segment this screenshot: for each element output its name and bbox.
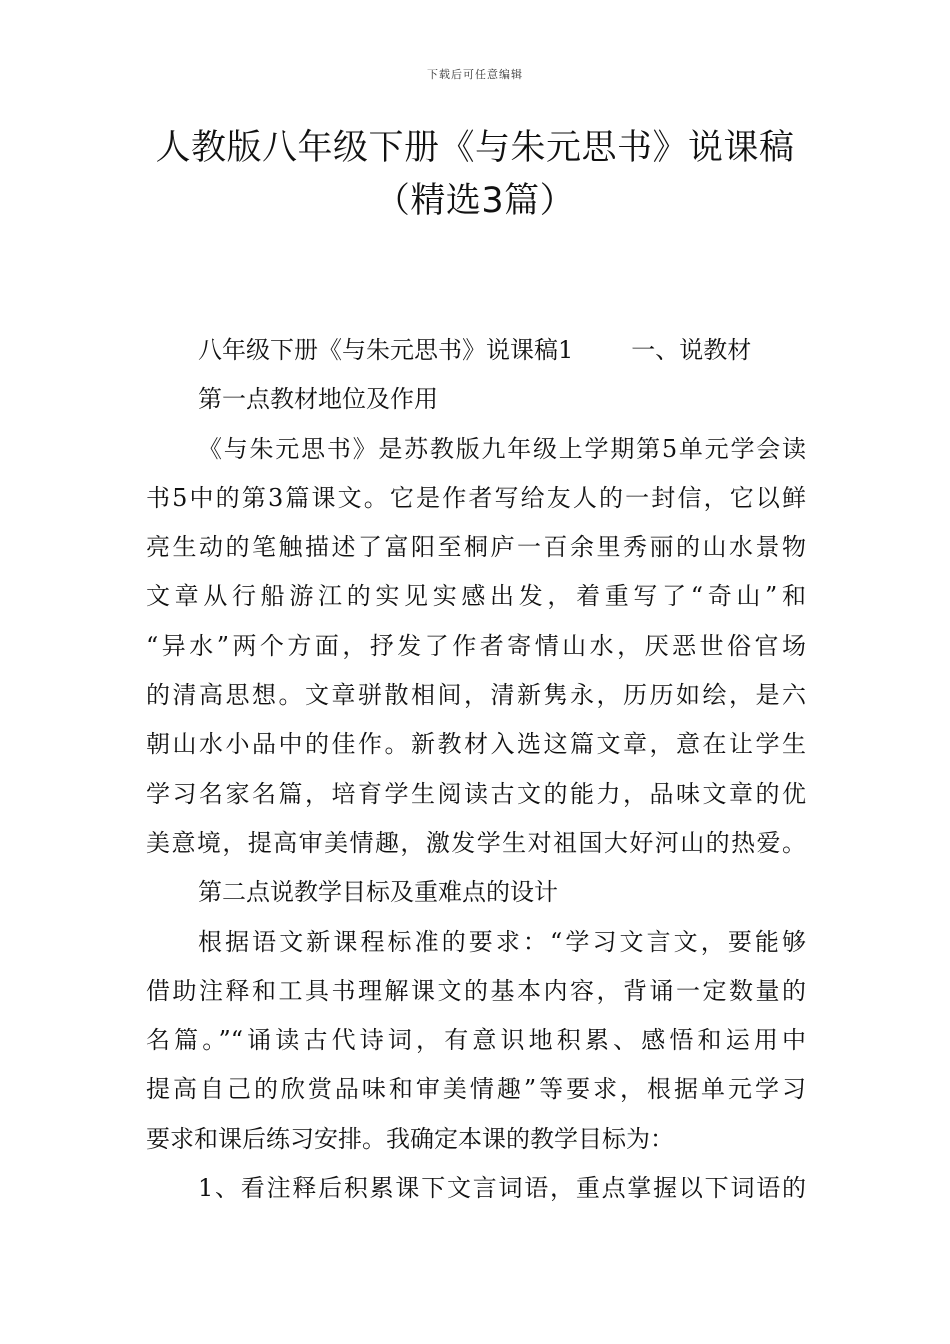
paragraph-line: 的清高思想。文章骈散相间，清新隽永，历历如绘，是六 (146, 681, 806, 710)
paragraph-line: 要求和课后练习安排。我确定本课的教学目标为： (146, 1124, 674, 1153)
section-heading-row (146, 326, 806, 375)
paragraph-line: 书5中的第3篇课文。它是作者写给友人的一封信，它以鲜 (146, 483, 806, 512)
paragraph-line: 借助注释和工具书理解课文的基本内容，背诵一定数量的 (146, 976, 806, 1005)
paragraph-line: 文章从行船游江的实见实感出发，着重写了“奇山”和 (146, 582, 806, 611)
paragraph-line: “异水”两个方面，抒发了作者寄情山水，厌恶世俗官场 (146, 631, 806, 660)
paragraph-line: 1、看注释后积累课下文言词语，重点掌握以下词语的 (198, 1174, 806, 1203)
paragraph-line: 朝山水小品中的佳作。新教材入选这篇文章，意在让学生 (146, 730, 806, 759)
paragraph-line: 学习名家名篇，培育学生阅读古文的能力，品味文章的优 (146, 779, 806, 808)
section-part-heading: 一、说教材 (631, 336, 752, 364)
paragraph-line: 美意境，提高审美情趣，激发学生对祖国大好河山的热爱。 (146, 828, 806, 857)
section-heading: 八年级下册《与朱元思书》说课稿1 (198, 336, 574, 364)
subheading-2: 第二点说教学目标及重难点的设计 (198, 878, 558, 907)
paragraph-line: 根据语文新课程标准的要求：“学习文言文，要能够 (198, 927, 806, 956)
paragraph-line: 《与朱元思书》是苏教版九年级上学期第5单元学会读 (198, 434, 806, 463)
document-title (0, 122, 950, 228)
header-note: 下载后可任意编辑 (427, 68, 523, 81)
subheading-1: 第一点教材地位及作用 (198, 385, 438, 414)
title-line-1: 人教版八年级下册《与朱元思书》说课稿 (155, 128, 795, 168)
title-line-2: （精选3篇） (374, 181, 576, 221)
paragraph-line: 亮生动的笔触描述了富阳至桐庐一百余里秀丽的山水景物 (146, 533, 806, 562)
paragraph-line: 提高自己的欣赏品味和审美情趣”等要求，根据单元学习 (146, 1075, 806, 1104)
document-body (146, 326, 806, 1213)
paragraph-line: 名篇。”“诵读古代诗词，有意识地积累、感悟和运用中 (146, 1026, 806, 1055)
